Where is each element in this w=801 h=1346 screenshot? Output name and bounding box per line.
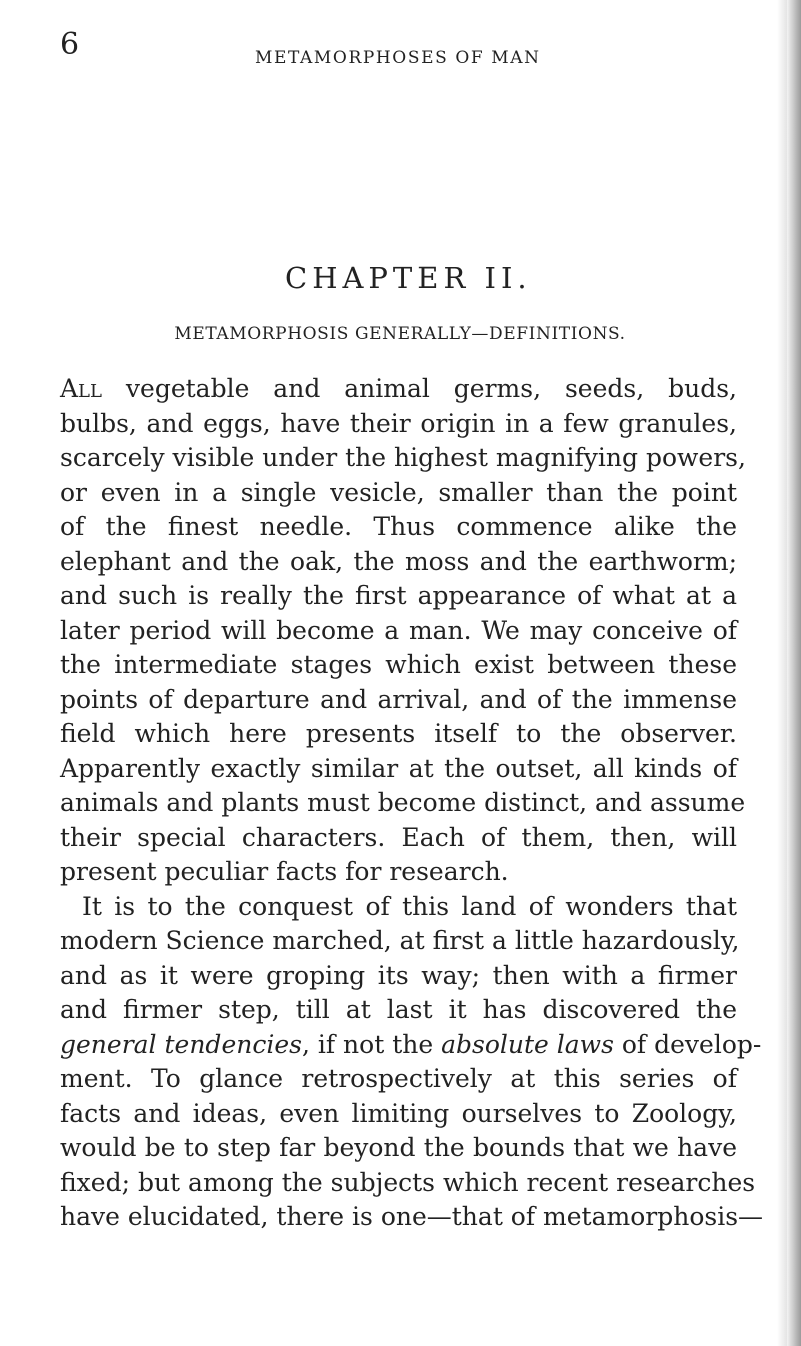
body-line-1 [60,372,737,407]
body-line-16: It is to the conquest of this land of wonders that [82,891,737,921]
body-line-21: ment. To glance retrospectively at this series of [60,1064,737,1093]
italic-phrase: general tendencies [60,1029,302,1059]
body-line-25: have elucidated, there is one—that of metamorphosis— [60,1202,764,1231]
page-edge-shadow [777,0,787,1346]
page-edge [787,0,801,1346]
line-text: vegetable and animal germs, seeds, buds, [101,374,737,403]
body-line-9: the intermediate stages which exist between these [60,650,737,679]
body-line-18: and as it were groping its way; then with a firmer [60,960,737,990]
body-line-3: scarcely visible under the highest magnifying powers, [60,443,746,472]
line-text: , if not the [301,1029,442,1059]
opening-word: All [60,374,102,403]
running-head: METAMORPHOSES OF MAN [255,48,541,68]
body-line-12: Apparently exactly similar at the outset, all kinds of [60,753,737,783]
page-number: 6 [60,27,80,62]
body-line-10: points of departure and arrival, and of the immense [60,684,737,714]
body-line-19: and firmer step, till at last it has discovered the [60,995,737,1024]
chapter-subtitle: METAMORPHOSIS GENERALLY—DEFINITIONS. [174,324,626,344]
line-text: of develop- [613,1029,762,1059]
body-line-17: modern Science marched, at first a little hazardously, [60,926,740,955]
body-line-24: fixed; but among the subjects which recent researches [60,1167,756,1197]
body-line-20 [60,1028,762,1063]
italic-phrase: absolute laws [441,1029,614,1059]
body-line-15: present peculiar facts for research. [60,857,509,886]
body-line-2: bulbs, and eggs, have their origin in a few granules, [60,408,737,438]
body-line-23: would be to step far beyond the bounds that we have [60,1133,737,1162]
body-line-7: and such is really the first appearance of what at a [60,581,737,610]
body-line-22: facts and ideas, even limiting ourselves to Zoology, [60,1098,737,1128]
chapter-title: CHAPTER II. [285,261,532,295]
body-line-11: field which here presents itself to the observer. [60,719,737,748]
body-line-13: animals and plants must become distinct, and assume [60,788,746,817]
body-text [60,372,764,1235]
body-line-5: of the finest needle. Thus commence alike the [60,512,737,541]
body-line-6: elephant and the oak, the moss and the earthworm; [60,546,737,576]
body-line-14: their special characters. Each of them, then, will [60,822,737,852]
body-line-8: later period will become a man. We may conceive of [60,615,737,645]
body-line-4: or even in a single vesicle, smaller than the point [60,477,737,507]
